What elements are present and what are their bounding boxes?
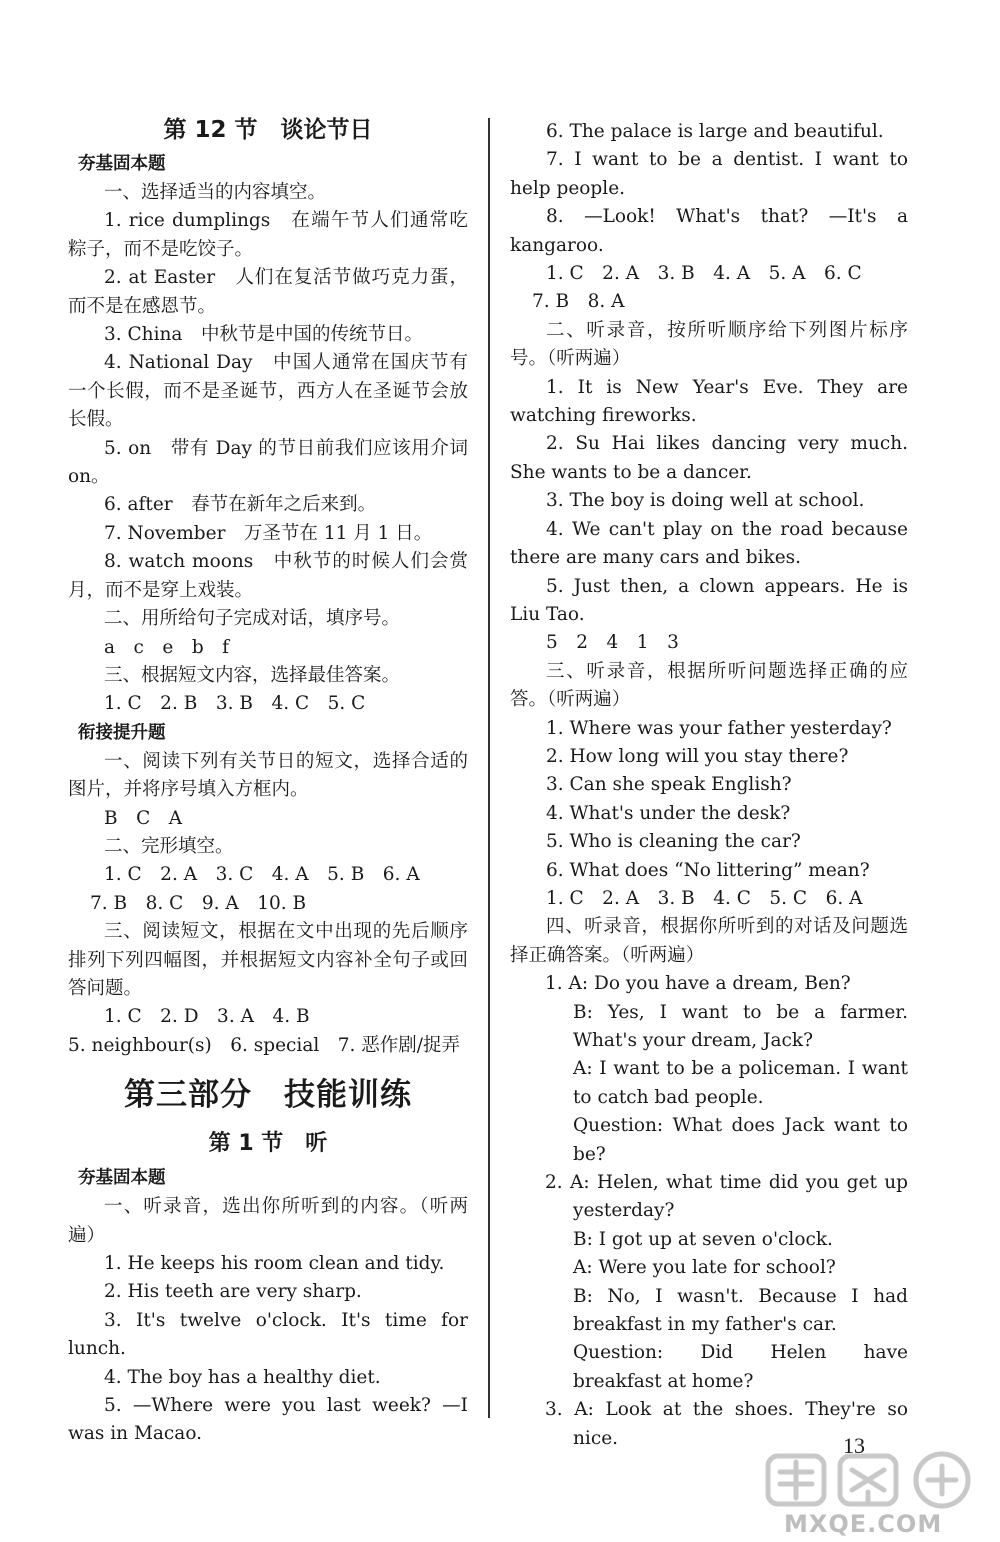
q1-item-1: 1. rice dumplings 在端午节人们通常吃粽子，而不是吃饺子。 (68, 210, 468, 260)
l3-item-6: 6. What does “No littering” mean? (546, 859, 870, 881)
basic-exercise-label-2: 夯基固本题 (78, 1168, 166, 1189)
basic-exercise-label: 夯基固本题 (78, 154, 166, 174)
a3-title: 三、阅读短文，根据在文中出现的先后顺序排列下列四幅图，并根据短文内容补全句子或回答问题。 (68, 921, 468, 999)
q1-item-3: 3. China 中秋节是中国的传统节日。 (104, 324, 423, 346)
a3-answers-2: 5. neighbour(s) 6. special 7. 恶作剧/捉弄 (68, 1034, 461, 1056)
left-column (68, 110, 468, 1449)
l2-answers: 5 2 4 1 3 (546, 632, 679, 654)
dialog-1-line-c: A: I want to be a policeman. I want to catch bad people. (573, 1058, 908, 1108)
dialog-2-question: Question: Did Helen have breakfast at home? (573, 1342, 908, 1392)
l2-item-2: 2. Su Hai likes dancing very much. She wants to be a dancer. (510, 433, 908, 483)
l3-item-2: 2. How long will you stay there? (546, 745, 849, 767)
section-1-title: 第 1 节 听 (208, 1131, 328, 1157)
l1-item-5: 5. —Where were you last week? —I was in Macao. (68, 1395, 468, 1445)
l3-item-1: 1. Where was your father yesterday? (546, 717, 892, 739)
q1-item-6: 6. after 春节在新年之后来到。 (104, 494, 377, 516)
page-number: 13 (843, 1433, 865, 1458)
l1-item-3: 3. It's twelve o'clock. It's time for lunch. (68, 1309, 468, 1360)
q1-item-5: 5. on 带有 Day 的节日前我们应该用介词 on。 (68, 437, 468, 488)
dialog-1-line-b: B: Yes, I want to be a farmer. What's your dream, Jack? (573, 1001, 908, 1051)
l1-title: 一、听录音，选出你所听到的内容。（听两遍） (68, 1196, 468, 1246)
l2-item-1: 1. It is New Year's Eve. They are watching fireworks. (510, 376, 908, 427)
section-12-title: 第 12 节 谈论节日 (163, 117, 373, 143)
q3-answers: 1. C 2. B 3. B 4. C 5. C (104, 693, 366, 715)
l2-item-5: 5. Just then, a clown appears. He is Liu Tao. (510, 575, 908, 625)
q1-item-2: 2. at Easter 人们在复活节做巧克力蛋，而不是在感恩节。 (68, 267, 468, 317)
l3-item-3: 3. Can she speak English? (546, 774, 792, 796)
l1-item-1: 1. He keeps his room clean and tidy. (104, 1253, 445, 1274)
q1-item-4: 4. National Day 中国人通常在国庆节有一个长假，而不是圣诞节，西方人在圣诞节会放长假。 (68, 352, 468, 431)
part-3-title: 第三部分 技能训练 (124, 1077, 412, 1114)
l3-title: 三、听录音，根据所听问题选择正确的应答。（听两遍） (510, 660, 908, 711)
l3-item-4: 4. What's under the desk? (546, 802, 791, 824)
a2-answers-1: 1. C 2. A 3. C 4. A 5. B 6. A (104, 864, 420, 886)
q1-item-7: 7. November 万圣节在 11 月 1 日。 (104, 522, 433, 544)
advanced-exercise-label: 衔接提升题 (78, 722, 166, 743)
dialog-2-line-a: 2. A: Helen, what time did you get up yesterday? (545, 1172, 908, 1222)
l1-answers-2: 7. B 8. A (532, 291, 625, 313)
l1-item-6: 6. The palace is large and beautiful. (546, 121, 884, 142)
q3-title: 三、根据短文内容，选择最佳答案。 (104, 664, 401, 686)
dialog-2-line-b: B: I got up at seven o'clock. (573, 1228, 833, 1250)
a2-answers-2: 7. B 8. C 9. A 10. B (90, 892, 307, 914)
l3-item-5: 5. Who is cleaning the car? (546, 831, 801, 853)
l3-answers: 1. C 2. A 3. B 4. C 5. C 6. A (546, 887, 863, 909)
l4-title: 四、听录音，根据你所听到的对话及问题选择正确答案。（听两遍） (510, 916, 908, 966)
dialog-1-question: Question: What does Jack want to be? (573, 1115, 908, 1165)
q1-title: 一、选择适当的内容填空。 (104, 182, 327, 203)
l2-title: 二、听录音，按所听顺序给下列图片标序号。（听两遍） (510, 319, 908, 370)
a3-answers-1: 1. C 2. D 3. A 4. B (104, 1006, 310, 1028)
dialog-2-line-d: B: No, I wasn't. Because I had breakfast in my father's car. (573, 1285, 908, 1336)
l1-item-7: 7. I want to be a dentist. I want to help people. (510, 149, 908, 199)
l1-item-8: 8. —Look! What's that? —It's a kangaroo. (510, 206, 908, 256)
l1-answers-1: 1. C 2. A 3. B 4. A 5. A 6. C (546, 263, 862, 285)
l1-item-2: 2. His teeth are very sharp. (104, 1281, 362, 1303)
l2-item-4: 4. We can't play on the road because there are many cars and bikes. (510, 518, 908, 569)
right-column (510, 118, 908, 1453)
a2-title: 二、完形填空。 (104, 835, 234, 857)
column-divider (488, 118, 490, 1418)
l2-item-3: 3. The boy is doing well at school. (546, 490, 865, 512)
a1-title: 一、阅读下列有关节日的短文，选择合适的图片，并将序号填入方框内。 (68, 750, 468, 801)
dialog-1-line-a: 1. A: Do you have a dream, Ben? (545, 973, 851, 995)
dialog-2-line-c: A: Were you late for school? (573, 1257, 836, 1279)
dialog-3-line-a: 3. A: Look at the shoes. They're so nice. (545, 1399, 908, 1449)
l1-item-4: 4. The boy has a healthy diet. (104, 1366, 381, 1388)
a1-answers: B C A (104, 807, 183, 829)
q2-title: 二、用所给句子完成对话，填序号。 (104, 608, 401, 630)
q2-answers: a c e b f (104, 636, 230, 658)
q1-item-8: 8. watch moons 中秋节的时候人们会赏月，而不是穿上戏装。 (68, 551, 468, 601)
watermark-text: MXQE.COM (784, 1510, 943, 1538)
